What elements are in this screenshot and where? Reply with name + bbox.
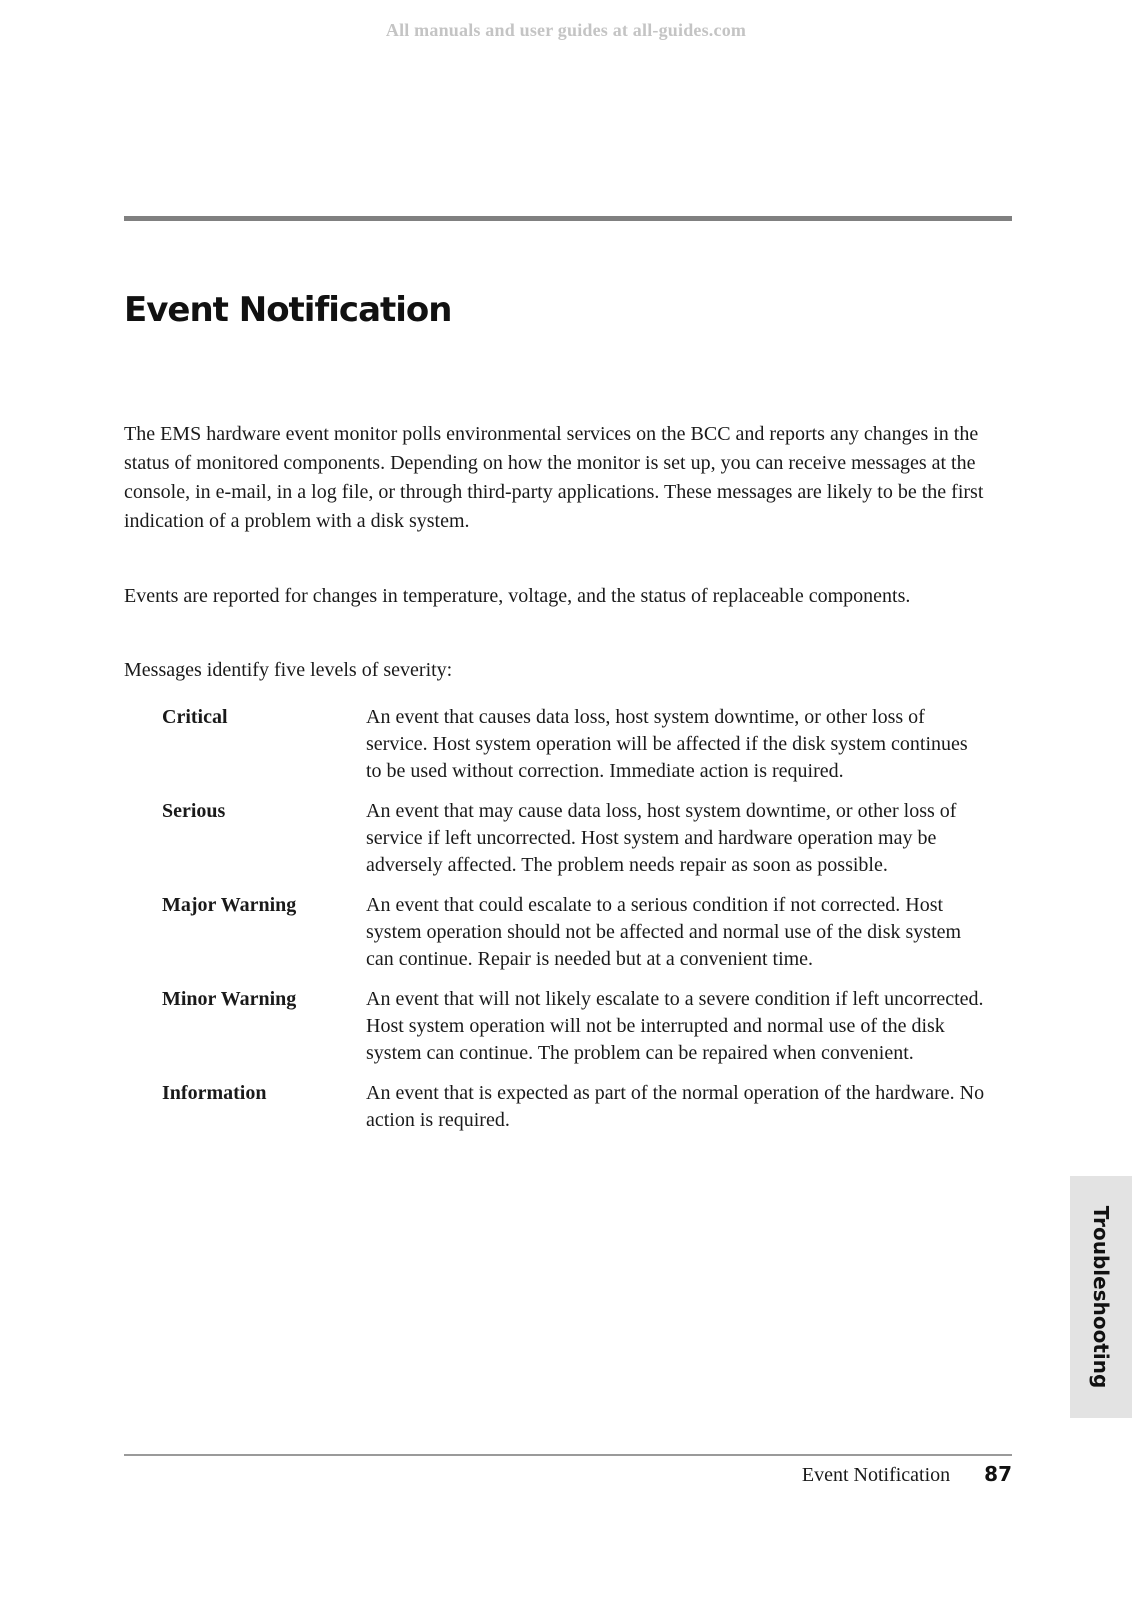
footer-section-title: Event Notification [801, 1464, 951, 1486]
severity-description: An event that causes data loss, host system downtime, or other loss of service. Host system operation will be affected if the disk system continues to be used without correction. Immediate action is required. [366, 706, 968, 782]
severity-description: An event that may cause data loss, host system downtime, or other loss of service if left uncorrected. Host system and hardware operation may be adversely affected. The problem needs repair as soon as possible. [366, 800, 957, 876]
severity-item-major-warning [162, 892, 988, 973]
page-title: Event Notification [124, 290, 452, 330]
chapter-side-tab [1070, 1176, 1132, 1418]
top-divider [124, 216, 1012, 221]
bottom-divider [124, 1454, 1012, 1456]
chapter-side-tab-label: Troubleshooting [1089, 1205, 1113, 1389]
severity-term: Information [162, 1082, 267, 1104]
severity-description: An event that is expected as part of the normal operation of the hardware. No action is required. [366, 1082, 985, 1131]
severity-term: Minor Warning [162, 988, 297, 1010]
page-footer [802, 1462, 1012, 1487]
watermark: All manuals and user guides at all-guides.com [385, 20, 747, 40]
severity-term: Serious [162, 800, 226, 822]
severity-item-critical [162, 704, 988, 785]
severity-intro-paragraph: Messages identify five levels of severity: [124, 659, 453, 681]
events-paragraph: Events are reported for changes in temperature, voltage, and the status of replaceable components. [124, 585, 911, 607]
severity-description: An event that will not likely escalate to a severe condition if left uncorrected. Host system operation will not be interrupted and normal use of the disk system can continue. The problem can be repaired when convenient. [366, 988, 984, 1064]
severity-term: Critical [162, 706, 228, 728]
intro-paragraph: The EMS hardware event monitor polls environmental services on the BCC and reports any changes in the status of monitored components. Depending on how the monitor is set up, you can receive messages at the console, in e-mail, in a log file, or through third-party applications. These messages are likely to be the first indication of a problem with a disk system. [124, 423, 984, 532]
severity-item-minor-warning [162, 986, 988, 1067]
severity-item-information [162, 1080, 988, 1134]
severity-item-serious [162, 798, 988, 879]
severity-description: An event that could escalate to a serious condition if not corrected. Host system operation should not be affected and normal use of the disk system can continue. Repair is needed but at a convenient time. [366, 894, 962, 970]
severity-list [162, 704, 988, 1147]
severity-term: Major Warning [162, 894, 297, 916]
page-number: 87 [984, 1462, 1012, 1486]
